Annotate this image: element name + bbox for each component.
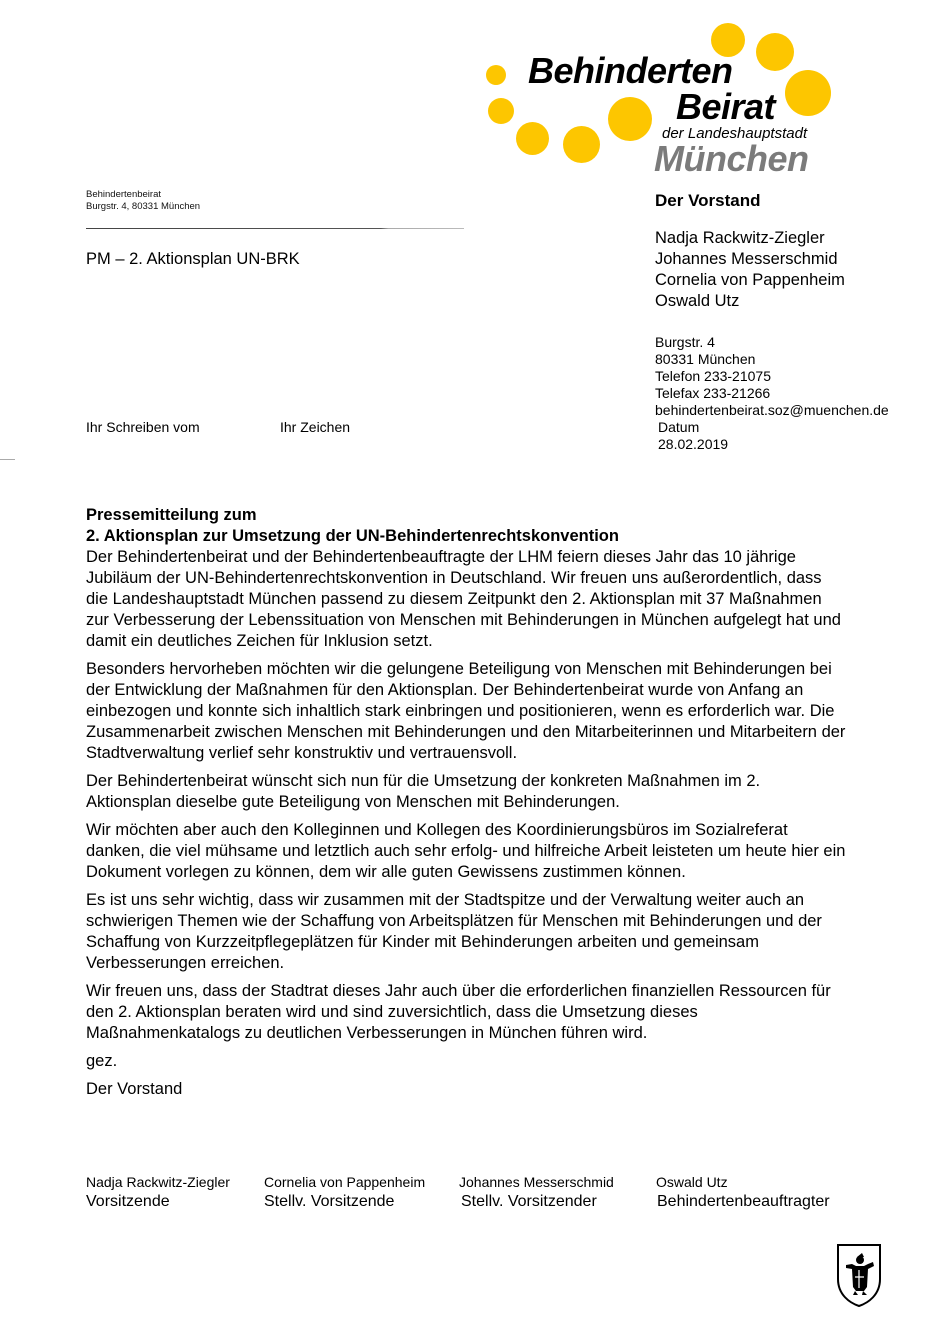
- press-release-title-line2: 2. Aktionsplan zur Umsetzung der UN-Behindertenrechtskonvention: [86, 527, 619, 545]
- logo-text-behinderten: Behinderten: [528, 50, 733, 91]
- body-paragraph: Es ist uns sehr wichtig, dass wir zusammen mit der Stadtspitze und der Verwaltung weiter auch an schwierigen Themen wie der Schaffung von Arbeitsplätzen für Menschen mit Behinderungen und der Schaffung von Kurzzeitpflegeplätzen für Kinder mit Behinderungen arbeiten und gemeinsam Verbesserungen erreichen.: [86, 891, 822, 972]
- body-paragraph: Wir freuen uns, dass der Stadtrat dieses Jahr auch über die erforderlichen finanziellen Ressourcen für den 2. Aktionsplan beraten wird und sind zuversichtlich, dass die Umsetzung dieses Maßnahmenkatalogs zu deutlichen Verbesserungen in München führen wird.: [86, 982, 831, 1042]
- fold-mark: [0, 459, 15, 460]
- body-paragraph: Besonders hervorheben möchten wir die gelungene Beteiligung von Menschen mit Behinderungen bei der Entwicklung der Maßnahmen für den Aktionsplan. Der Behindertenbeirat wurde von Anfang an einbezogen und konnte sich inhaltlich stark einbringen und positionieren, wenn es erforderlich war. Die Zusammenarbeit zwischen Menschen mit Behinderungen und den Mitarbeiterinnen und Mitarbeitern der Stadtverwaltung verlief sehr konstruktiv und vertrauensvoll.: [86, 660, 846, 762]
- signature-block: [656, 1173, 830, 1211]
- behindertenbeirat-logo: [480, 15, 850, 185]
- date-value: 28.02.2019: [658, 436, 729, 452]
- logo-text-muenchen: München: [654, 138, 809, 179]
- board-members: [655, 228, 845, 312]
- contact-block: [655, 334, 889, 419]
- board-heading: Der Vorstand: [655, 191, 761, 210]
- logo-text-beirat: Beirat: [676, 86, 776, 127]
- sender-street: Burgstr. 4, 80331 München: [86, 201, 201, 212]
- signed-note: gez.: [86, 1052, 118, 1070]
- logo-dot: [756, 33, 794, 71]
- body-paragraph: Der Behindertenbeirat und der Behindertenbeauftragte der LHM feiern dieses Jahr das 10 jährige Jubiläum der UN-Behindertenrechtskonvention in Deutschland. Wir freuen uns außerordentlich, dass die Landeshauptstadt München passend zu diesem Zeitpunkt den 2. Aktionsplan mit 37 Maßnahmen zur Verbesserung der Lebenssituation von Menschen mit Behinderungen in München aufgelegt hat und damit ein deutliches Zeichen für Inklusion setzt.: [86, 548, 841, 650]
- date-block: [658, 419, 728, 453]
- board-member: Johannes Messerschmid: [655, 250, 838, 268]
- board-member: Nadja Rackwitz-Ziegler: [655, 229, 825, 247]
- contact-city: 80331 München: [655, 351, 756, 367]
- logo-dot: [488, 98, 514, 124]
- your-sign-label: Ihr Zeichen: [280, 419, 351, 435]
- munich-coat-of-arms-icon: [836, 1243, 882, 1307]
- closing-board: Der Vorstand: [86, 1080, 183, 1098]
- sender-name: Behindertenbeirat: [86, 189, 161, 200]
- contact-street: Burgstr. 4: [655, 334, 715, 350]
- signature-role: Stellv. Vorsitzender: [461, 1193, 597, 1210]
- signature-block: [86, 1173, 230, 1211]
- logo-dot: [486, 65, 506, 85]
- signature-role: Vorsitzende: [86, 1193, 170, 1210]
- your-letter-label: Ihr Schreiben vom: [86, 419, 200, 435]
- logo-dot: [563, 126, 600, 163]
- letter-body: [86, 505, 846, 1107]
- body-paragraph: Wir möchten aber auch den Kolleginnen und Kollegen des Koordinierungsbüros im Sozialreferat danken, die viel mühsame und letztlich auch sehr erfolg- und hilfreiche Arbeit leisteten um heute hier ein Dokument vorlegen zu können, dem wir alle guten Gewissens zustimmen können.: [86, 821, 846, 881]
- address-separator-line: [86, 228, 464, 229]
- logo-dot: [785, 70, 831, 116]
- board-member: Oswald Utz: [655, 292, 740, 310]
- signature-block: [264, 1173, 425, 1211]
- signature-name: Nadja Rackwitz-Ziegler: [86, 1174, 230, 1190]
- contact-phone: Telefon 233-21075: [655, 368, 771, 384]
- sender-address: [86, 189, 200, 213]
- logo-dot: [608, 97, 652, 141]
- body-paragraph: Der Behindertenbeirat wünscht sich nun für die Umsetzung der konkreten Maßnahmen im 2. Aktionsplan dieselbe gute Beteiligung von Menschen mit Behinderungen.: [86, 772, 761, 811]
- signature-role: Behindertenbeauftragter: [657, 1193, 830, 1210]
- signature-block: [459, 1173, 614, 1211]
- signature-name: Oswald Utz: [656, 1174, 728, 1190]
- signature-name: Cornelia von Pappenheim: [264, 1174, 426, 1190]
- letter-subject: PM – 2. Aktionsplan UN-BRK: [86, 250, 300, 268]
- signature-name: Johannes Messerschmid: [459, 1174, 614, 1190]
- contact-email[interactable]: behindertenbeirat.soz@muenchen.de: [655, 402, 889, 418]
- board-member: Cornelia von Pappenheim: [655, 271, 845, 289]
- logo-dot: [516, 122, 549, 155]
- contact-fax: Telefax 233-21266: [655, 385, 771, 401]
- date-label: Datum: [658, 419, 700, 435]
- signature-role: Stellv. Vorsitzende: [264, 1193, 395, 1210]
- press-release-title-line1: Pressemitteilung zum: [86, 506, 257, 524]
- logo-text-landeshauptstadt: der Landeshauptstadt: [662, 125, 808, 142]
